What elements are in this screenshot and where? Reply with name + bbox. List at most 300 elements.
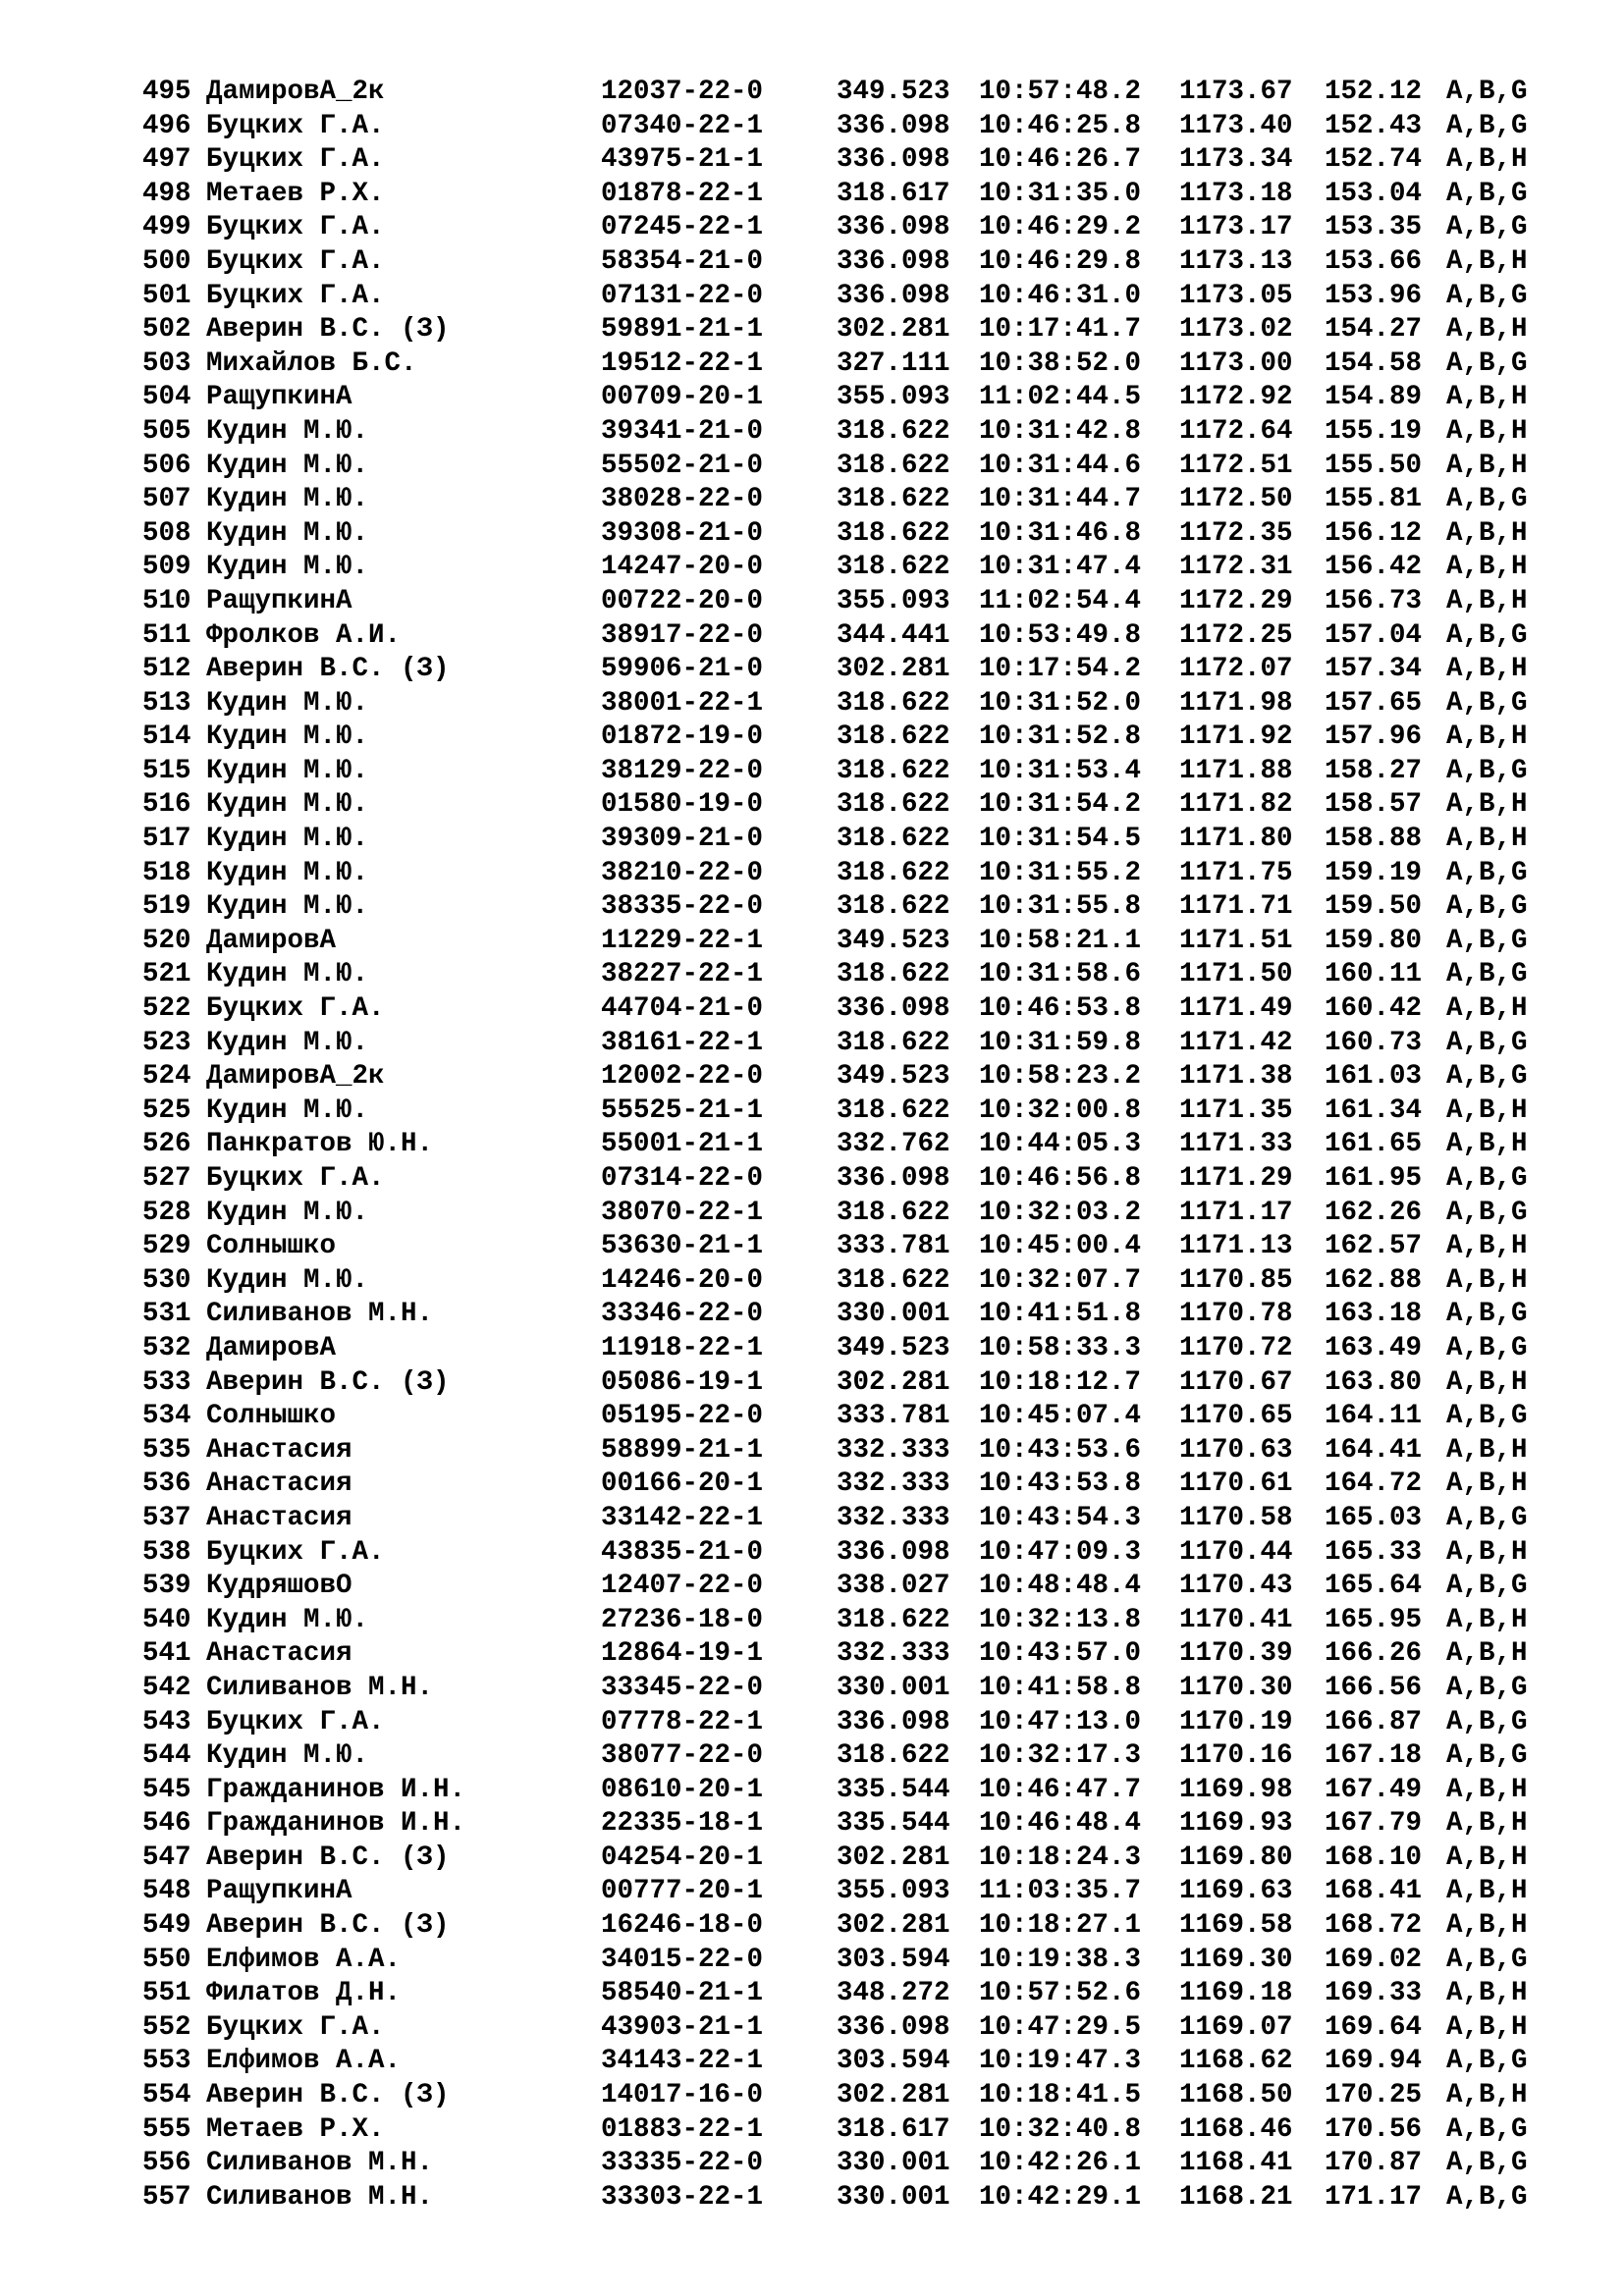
position-cell: 501	[142, 280, 191, 311]
coefficient-cell: 169.02	[1325, 1944, 1423, 1975]
distance-cell: 332.333	[837, 1638, 950, 1670]
name-cell: Солнышко	[206, 1231, 337, 1262]
flags-cell: A,B,H	[1446, 654, 1528, 685]
position-cell: 514	[142, 721, 191, 753]
flags-cell: A,B,G	[1446, 1027, 1528, 1058]
position-cell: 537	[142, 1502, 191, 1533]
position-cell: 497	[142, 144, 191, 176]
speed-cell: 1172.35	[1179, 517, 1293, 549]
arrival-time-cell: 10:32:40.8	[979, 2113, 1142, 2145]
table-row	[142, 1604, 1564, 1638]
table-row	[142, 687, 1564, 721]
coefficient-cell: 161.34	[1325, 1095, 1423, 1126]
ring-number-cell: 00722-20-0	[601, 585, 764, 616]
flags-cell: A,B,H	[1446, 1366, 1528, 1398]
table-row	[142, 1264, 1564, 1299]
ring-number-cell: 14017-16-0	[601, 2080, 764, 2111]
speed-cell: 1172.07	[1179, 654, 1293, 685]
coefficient-cell: 162.26	[1325, 1197, 1423, 1228]
flags-cell: A,B,H	[1446, 1978, 1528, 2009]
arrival-time-cell: 10:42:29.1	[979, 2181, 1142, 2213]
ring-number-cell: 33142-22-1	[601, 1502, 764, 1533]
position-cell: 532	[142, 1332, 191, 1363]
speed-cell: 1171.92	[1179, 721, 1293, 753]
speed-cell: 1171.38	[1179, 1061, 1293, 1093]
arrival-time-cell: 10:19:38.3	[979, 1944, 1142, 1975]
distance-cell: 330.001	[837, 1299, 950, 1330]
table-row	[142, 992, 1564, 1027]
distance-cell: 318.622	[837, 1095, 950, 1126]
speed-cell: 1169.80	[1179, 1842, 1293, 1873]
name-cell: Силиванов М.Н.	[206, 1299, 434, 1330]
distance-cell: 302.281	[837, 1842, 950, 1873]
flags-cell: A,B,H	[1446, 314, 1528, 346]
table-row	[142, 313, 1564, 347]
coefficient-cell: 163.80	[1325, 1366, 1423, 1398]
table-row	[142, 1637, 1564, 1672]
position-cell: 517	[142, 824, 191, 855]
speed-cell: 1169.63	[1179, 1876, 1293, 1907]
position-cell: 527	[142, 1163, 191, 1194]
table-row	[142, 925, 1564, 959]
name-cell: Буцких Г.А.	[206, 1163, 385, 1194]
table-row	[142, 381, 1564, 415]
position-cell: 509	[142, 552, 191, 583]
coefficient-cell: 154.27	[1325, 314, 1423, 346]
ring-number-cell: 38227-22-1	[601, 959, 764, 990]
name-cell: Кудин М.Ю.	[206, 484, 369, 515]
distance-cell: 338.027	[837, 1571, 950, 1602]
ring-number-cell: 38917-22-0	[601, 619, 764, 651]
name-cell: Буцких Г.А.	[206, 2011, 385, 2043]
ring-number-cell: 38077-22-0	[601, 1740, 764, 1772]
arrival-time-cell: 10:41:58.8	[979, 1672, 1142, 1703]
table-row	[142, 2045, 1564, 2079]
flags-cell: A,B,H	[1446, 552, 1528, 583]
coefficient-cell: 156.73	[1325, 585, 1423, 616]
name-cell: Буцких Г.А.	[206, 212, 385, 243]
table-row	[142, 1944, 1564, 1978]
arrival-time-cell: 10:18:12.7	[979, 1366, 1142, 1398]
position-cell: 536	[142, 1468, 191, 1500]
position-cell: 508	[142, 517, 191, 549]
distance-cell: 318.622	[837, 789, 950, 821]
arrival-time-cell: 10:46:29.8	[979, 245, 1142, 277]
name-cell: Кудин М.Ю.	[206, 687, 369, 719]
arrival-time-cell: 10:41:51.8	[979, 1299, 1142, 1330]
arrival-time-cell: 10:47:29.5	[979, 2011, 1142, 2043]
arrival-time-cell: 10:31:59.8	[979, 1027, 1142, 1058]
distance-cell: 336.098	[837, 245, 950, 277]
table-row	[142, 1875, 1564, 1909]
arrival-time-cell: 10:53:49.8	[979, 619, 1142, 651]
arrival-time-cell: 10:46:56.8	[979, 1163, 1142, 1194]
distance-cell: 355.093	[837, 382, 950, 413]
name-cell: КудряшовО	[206, 1571, 352, 1602]
position-cell: 523	[142, 1027, 191, 1058]
coefficient-cell: 166.56	[1325, 1672, 1423, 1703]
distance-cell: 302.281	[837, 314, 950, 346]
coefficient-cell: 155.81	[1325, 484, 1423, 515]
arrival-time-cell: 10:58:23.2	[979, 1061, 1142, 1093]
position-cell: 535	[142, 1434, 191, 1466]
ring-number-cell: 53630-21-1	[601, 1231, 764, 1262]
table-row	[142, 1230, 1564, 1264]
ring-number-cell: 43975-21-1	[601, 144, 764, 176]
table-row	[142, 1977, 1564, 2011]
flags-cell: A,B,G	[1446, 1061, 1528, 1093]
distance-cell: 332.333	[837, 1434, 950, 1466]
arrival-time-cell: 10:31:54.5	[979, 824, 1142, 855]
speed-cell: 1168.21	[1179, 2181, 1293, 2213]
coefficient-cell: 164.72	[1325, 1468, 1423, 1500]
ring-number-cell: 05195-22-0	[601, 1401, 764, 1432]
name-cell: Метаев Р.Х.	[206, 178, 385, 209]
ring-number-cell: 01883-22-1	[601, 2113, 764, 2145]
ring-number-cell: 58354-21-0	[601, 245, 764, 277]
table-row	[142, 958, 1564, 992]
arrival-time-cell: 10:44:05.3	[979, 1129, 1142, 1160]
ring-number-cell: 12407-22-0	[601, 1571, 764, 1602]
speed-cell: 1171.49	[1179, 993, 1293, 1025]
ring-number-cell: 33346-22-0	[601, 1299, 764, 1330]
table-row	[142, 1128, 1564, 1162]
speed-cell: 1168.46	[1179, 2113, 1293, 2145]
coefficient-cell: 171.17	[1325, 2181, 1423, 2213]
distance-cell: 330.001	[837, 2148, 950, 2179]
flags-cell: A,B,G	[1446, 2113, 1528, 2145]
table-row	[142, 1434, 1564, 1468]
distance-cell: 349.523	[837, 1332, 950, 1363]
speed-cell: 1169.30	[1179, 1944, 1293, 1975]
table-row	[142, 1536, 1564, 1571]
speed-cell: 1169.07	[1179, 2011, 1293, 2043]
distance-cell: 318.622	[837, 755, 950, 786]
distance-cell: 336.098	[837, 2011, 950, 2043]
name-cell: ДамировА	[206, 1332, 337, 1363]
name-cell: Кудин М.Ю.	[206, 1740, 369, 1772]
name-cell: Буцких Г.А.	[206, 993, 385, 1025]
arrival-time-cell: 10:31:42.8	[979, 415, 1142, 447]
speed-cell: 1170.63	[1179, 1434, 1293, 1466]
ring-number-cell: 38070-22-1	[601, 1197, 764, 1228]
arrival-time-cell: 10:43:53.6	[979, 1434, 1142, 1466]
speed-cell: 1173.17	[1179, 212, 1293, 243]
arrival-time-cell: 10:32:07.7	[979, 1264, 1142, 1296]
position-cell: 504	[142, 382, 191, 413]
flags-cell: A,B,G	[1446, 925, 1528, 956]
speed-cell: 1173.40	[1179, 110, 1293, 141]
table-row	[142, 280, 1564, 314]
ring-number-cell: 39309-21-0	[601, 824, 764, 855]
name-cell: Аверин В.С. (З)	[206, 2080, 450, 2111]
arrival-time-cell: 10:48:48.4	[979, 1571, 1142, 1602]
flags-cell: A,B,G	[1446, 178, 1528, 209]
ring-number-cell: 55001-21-1	[601, 1129, 764, 1160]
coefficient-cell: 164.41	[1325, 1434, 1423, 1466]
coefficient-cell: 157.04	[1325, 619, 1423, 651]
table-row	[142, 1298, 1564, 1332]
position-cell: 533	[142, 1366, 191, 1398]
flags-cell: A,B,H	[1446, 993, 1528, 1025]
flags-cell: A,B,H	[1446, 1774, 1528, 1805]
distance-cell: 302.281	[837, 1366, 950, 1398]
speed-cell: 1171.13	[1179, 1231, 1293, 1262]
speed-cell: 1171.71	[1179, 891, 1293, 923]
flags-cell: A,B,H	[1446, 1434, 1528, 1466]
table-row	[142, 1502, 1564, 1536]
speed-cell: 1171.82	[1179, 789, 1293, 821]
coefficient-cell: 165.33	[1325, 1536, 1423, 1568]
arrival-time-cell: 10:45:07.4	[979, 1401, 1142, 1432]
distance-cell: 336.098	[837, 212, 950, 243]
table-row	[142, 653, 1564, 687]
flags-cell: A,B,H	[1446, 1536, 1528, 1568]
flags-cell: A,B,G	[1446, 891, 1528, 923]
arrival-time-cell: 10:43:57.0	[979, 1638, 1142, 1670]
distance-cell: 318.622	[837, 687, 950, 719]
name-cell: Буцких Г.А.	[206, 280, 385, 311]
arrival-time-cell: 10:31:53.4	[979, 755, 1142, 786]
arrival-time-cell: 10:46:25.8	[979, 110, 1142, 141]
arrival-time-cell: 10:46:48.4	[979, 1808, 1142, 1840]
coefficient-cell: 165.64	[1325, 1571, 1423, 1602]
flags-cell: A,B,G	[1446, 347, 1528, 379]
position-cell: 520	[142, 925, 191, 956]
name-cell: Буцких Г.А.	[206, 144, 385, 176]
speed-cell: 1173.13	[1179, 245, 1293, 277]
speed-cell: 1171.50	[1179, 959, 1293, 990]
position-cell: 540	[142, 1604, 191, 1635]
coefficient-cell: 156.12	[1325, 517, 1423, 549]
flags-cell: A,B,G	[1446, 755, 1528, 786]
speed-cell: 1172.51	[1179, 450, 1293, 481]
arrival-time-cell: 10:31:35.0	[979, 178, 1142, 209]
speed-cell: 1171.75	[1179, 857, 1293, 888]
ring-number-cell: 07245-22-1	[601, 212, 764, 243]
arrival-time-cell: 10:32:13.8	[979, 1604, 1142, 1635]
distance-cell: 327.111	[837, 347, 950, 379]
ring-number-cell: 55502-21-0	[601, 450, 764, 481]
ring-number-cell: 43835-21-0	[601, 1536, 764, 1568]
distance-cell: 318.622	[837, 721, 950, 753]
table-row	[142, 1570, 1564, 1604]
position-cell: 554	[142, 2080, 191, 2111]
distance-cell: 302.281	[837, 1910, 950, 1942]
distance-cell: 336.098	[837, 1536, 950, 1568]
position-cell: 556	[142, 2148, 191, 2179]
distance-cell: 318.622	[837, 415, 950, 447]
position-cell: 525	[142, 1095, 191, 1126]
table-row	[142, 1197, 1564, 1231]
flags-cell: A,B,H	[1446, 245, 1528, 277]
arrival-time-cell: 10:58:33.3	[979, 1332, 1142, 1363]
position-cell: 521	[142, 959, 191, 990]
table-row	[142, 1468, 1564, 1502]
coefficient-cell: 152.74	[1325, 144, 1423, 176]
position-cell: 546	[142, 1808, 191, 1840]
speed-cell: 1168.62	[1179, 2046, 1293, 2077]
distance-cell: 318.617	[837, 2113, 950, 2145]
position-cell: 495	[142, 77, 191, 107]
name-cell: Фролков А.И.	[206, 619, 402, 651]
distance-cell: 318.622	[837, 484, 950, 515]
ring-number-cell: 05086-19-1	[601, 1366, 764, 1398]
table-row	[142, 1706, 1564, 1740]
position-cell: 545	[142, 1774, 191, 1805]
name-cell: Солнышко	[206, 1401, 337, 1432]
arrival-time-cell: 10:17:54.2	[979, 654, 1142, 685]
distance-cell: 335.544	[837, 1774, 950, 1805]
flags-cell: A,B,G	[1446, 484, 1528, 515]
ring-number-cell: 39308-21-0	[601, 517, 764, 549]
coefficient-cell: 166.26	[1325, 1638, 1423, 1670]
name-cell: Анастасия	[206, 1434, 352, 1466]
coefficient-cell: 167.18	[1325, 1740, 1423, 1772]
arrival-time-cell: 10:45:00.4	[979, 1231, 1142, 1262]
position-cell: 526	[142, 1129, 191, 1160]
coefficient-cell: 163.49	[1325, 1332, 1423, 1363]
position-cell: 552	[142, 2011, 191, 2043]
table-row	[142, 619, 1564, 654]
position-cell: 550	[142, 1944, 191, 1975]
distance-cell: 348.272	[837, 1978, 950, 2009]
name-cell: Кудин М.Ю.	[206, 1027, 369, 1058]
coefficient-cell: 169.64	[1325, 2011, 1423, 2043]
arrival-time-cell: 10:31:46.8	[979, 517, 1142, 549]
coefficient-cell: 158.27	[1325, 755, 1423, 786]
coefficient-cell: 157.65	[1325, 687, 1423, 719]
table-row	[142, 1400, 1564, 1434]
speed-cell: 1169.93	[1179, 1808, 1293, 1840]
ring-number-cell: 07778-22-1	[601, 1706, 764, 1737]
table-row	[142, 823, 1564, 857]
arrival-time-cell: 10:18:27.1	[979, 1910, 1142, 1942]
table-row	[142, 1095, 1564, 1129]
coefficient-cell: 159.80	[1325, 925, 1423, 956]
flags-cell: A,B,H	[1446, 1876, 1528, 1907]
distance-cell: 349.523	[837, 77, 950, 107]
flags-cell: A,B,G	[1446, 1197, 1528, 1228]
arrival-time-cell: 10:31:52.8	[979, 721, 1142, 753]
table-row	[142, 1027, 1564, 1061]
arrival-time-cell: 10:31:44.6	[979, 450, 1142, 481]
flags-cell: A,B,G	[1446, 1332, 1528, 1363]
coefficient-cell: 159.19	[1325, 857, 1423, 888]
table-row	[142, 483, 1564, 517]
name-cell: Буцких Г.А.	[206, 1706, 385, 1737]
flags-cell: A,B,H	[1446, 144, 1528, 176]
speed-cell: 1170.78	[1179, 1299, 1293, 1330]
speed-cell: 1170.72	[1179, 1332, 1293, 1363]
arrival-time-cell: 10:46:29.2	[979, 212, 1142, 243]
name-cell: ДамировА_2к	[206, 77, 385, 107]
speed-cell: 1172.64	[1179, 415, 1293, 447]
table-row	[142, 415, 1564, 450]
table-row	[142, 1366, 1564, 1401]
ring-number-cell: 01878-22-1	[601, 178, 764, 209]
speed-cell: 1170.44	[1179, 1536, 1293, 1568]
speed-cell: 1171.98	[1179, 687, 1293, 719]
distance-cell: 332.333	[837, 1502, 950, 1533]
distance-cell: 349.523	[837, 925, 950, 956]
speed-cell: 1169.18	[1179, 1978, 1293, 2009]
speed-cell: 1170.65	[1179, 1401, 1293, 1432]
distance-cell: 332.333	[837, 1468, 950, 1500]
speed-cell: 1171.33	[1179, 1129, 1293, 1160]
flags-cell: A,B,H	[1446, 1808, 1528, 1840]
flags-cell: A,B,G	[1446, 619, 1528, 651]
coefficient-cell: 155.19	[1325, 415, 1423, 447]
coefficient-cell: 157.96	[1325, 721, 1423, 753]
speed-cell: 1170.43	[1179, 1571, 1293, 1602]
table-row	[142, 2079, 1564, 2113]
distance-cell: 355.093	[837, 585, 950, 616]
flags-cell: A,B,H	[1446, 1129, 1528, 1160]
flags-cell: A,B,G	[1446, 77, 1528, 107]
name-cell: Аверин В.С. (З)	[206, 314, 450, 346]
name-cell: Кудин М.Ю.	[206, 1197, 369, 1228]
ring-number-cell: 39341-21-0	[601, 415, 764, 447]
position-cell: 496	[142, 110, 191, 141]
name-cell: Кудин М.Ю.	[206, 1095, 369, 1126]
ring-number-cell: 38129-22-0	[601, 755, 764, 786]
name-cell: Силиванов М.Н.	[206, 1672, 434, 1703]
name-cell: Кудин М.Ю.	[206, 721, 369, 753]
ring-number-cell: 38210-22-0	[601, 857, 764, 888]
ring-number-cell: 58540-21-1	[601, 1978, 764, 2009]
coefficient-cell: 158.88	[1325, 824, 1423, 855]
flags-cell: A,B,H	[1446, 1910, 1528, 1942]
ring-number-cell: 01872-19-0	[601, 721, 764, 753]
arrival-time-cell: 10:47:09.3	[979, 1536, 1142, 1568]
flags-cell: A,B,H	[1446, 2080, 1528, 2111]
flags-cell: A,B,G	[1446, 2148, 1528, 2179]
name-cell: Гражданинов И.Н.	[206, 1774, 466, 1805]
arrival-time-cell: 10:47:13.0	[979, 1706, 1142, 1737]
table-row	[142, 1332, 1564, 1366]
flags-cell: A,B,H	[1446, 1604, 1528, 1635]
flags-cell: A,B,H	[1446, 450, 1528, 481]
ring-number-cell: 07340-22-1	[601, 110, 764, 141]
name-cell: Кудин М.Ю.	[206, 450, 369, 481]
position-cell: 543	[142, 1706, 191, 1737]
arrival-time-cell: 10:18:41.5	[979, 2080, 1142, 2111]
ring-number-cell: 59906-21-0	[601, 654, 764, 685]
arrival-time-cell: 10:38:52.0	[979, 347, 1142, 379]
name-cell: Кудин М.Ю.	[206, 552, 369, 583]
name-cell: Буцких Г.А.	[206, 110, 385, 141]
position-cell: 539	[142, 1571, 191, 1602]
position-cell: 505	[142, 415, 191, 447]
distance-cell: 332.762	[837, 1129, 950, 1160]
arrival-time-cell: 10:43:54.3	[979, 1502, 1142, 1533]
ring-number-cell: 33335-22-0	[601, 2148, 764, 2179]
coefficient-cell: 154.58	[1325, 347, 1423, 379]
table-row	[142, 1060, 1564, 1095]
ring-number-cell: 00777-20-1	[601, 1876, 764, 1907]
ring-number-cell: 44704-21-0	[601, 993, 764, 1025]
position-cell: 512	[142, 654, 191, 685]
table-row	[142, 143, 1564, 178]
speed-cell: 1172.50	[1179, 484, 1293, 515]
arrival-time-cell: 10:31:58.6	[979, 959, 1142, 990]
arrival-time-cell: 10:32:00.8	[979, 1095, 1142, 1126]
ring-number-cell: 07131-22-0	[601, 280, 764, 311]
coefficient-cell: 167.79	[1325, 1808, 1423, 1840]
ring-number-cell: 38001-22-1	[601, 687, 764, 719]
flags-cell: A,B,G	[1446, 2046, 1528, 2077]
